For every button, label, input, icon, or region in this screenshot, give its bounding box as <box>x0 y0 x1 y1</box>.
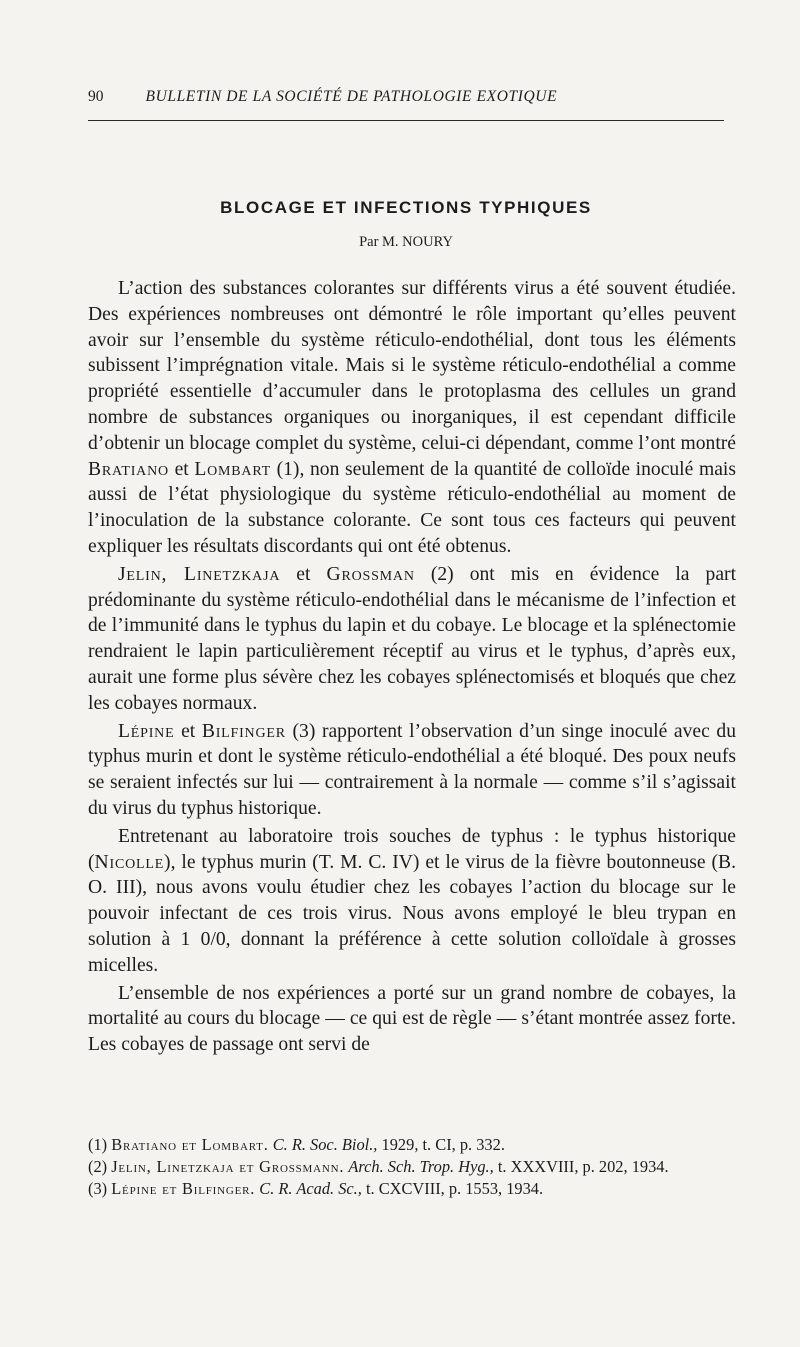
footnote-1: (1) Bratiano et Lombart. C. R. Soc. Biol., 1929, t. CI, p. 332. <box>88 1135 505 1154</box>
author-name: Lépine <box>118 720 175 742</box>
author-name: Lombart <box>194 458 271 480</box>
paragraph-3: Lépine et Bilfinger (3) rapportent l’observation d’un singe inoculé avec du typhus murin et dont le système réticulo-endothélial a été bloqué. Des poux neufs se seraient infectés sur lui — contrairement à la normale — comme s’il s’agissait du virus du typhus historique. <box>88 720 736 819</box>
footnote-2: (2) Jelin, Linetzkaja et Grossmann. Arch. Sch. Trop. Hyg., t. XXXVIII, p. 202, 1934. <box>88 1157 669 1176</box>
article-byline: Par M. NOURY <box>359 234 453 250</box>
journal-title: BULLETIN DE LA SOCIÉTÉ DE PATHOLOGIE EXOTIQUE <box>145 88 558 105</box>
paragraph-4: Entretenant au laboratoire trois souches de typhus : le typhus historique (Nicolle), le typhus murin (T. M. C. IV) et le virus de la fièvre boutonneuse (B. O. III), nous avons voulu étudier chez les cobayes l’action du blocage sur le pouvoir infectant de ces trois virus. Nous avons employé le bleu trypan en solution à 1 0/0, donnant la préférence à cette solution colloïdale à grosses micelles. <box>88 825 736 976</box>
footnote-3: (3) Lépine et Bilfinger. C. R. Acad. Sc., t. CXCVIII, p. 1553, 1934. <box>88 1179 544 1198</box>
author-name: Jelin, Linetzkaja <box>118 563 281 585</box>
paragraph-2: Jelin, Linetzkaja et Grossman (2) ont mis en évidence la part prédominante du système réticulo-endothélial dans le mécanisme de l’infection et de l’immunité dans le typhus du lapin et du cobaye. Le blocage et la splénectomie rendraient le lapin particulièrement réceptif au virus et le typhus, d’après eux, aurait une forme plus sévère chez les cobayes splénectomisés et bloqués que chez les cobayes normaux. <box>88 563 737 714</box>
author-name: Nicolle <box>94 851 165 873</box>
article-title: BLOCAGE ET INFECTIONS TYPHIQUES <box>220 198 592 217</box>
header-rule <box>88 120 724 121</box>
footnotes <box>88 1134 738 1200</box>
author-name: Grossman <box>326 563 415 585</box>
paragraph-5: L’ensemble de nos expériences a porté sur un grand nombre de cobayes, la mortalité au cours du blocage — ce qui est de règle — s’étant montrée assez forte. Les cobayes de passage ont servi de <box>88 982 736 1056</box>
author-name: Bratiano <box>88 458 169 480</box>
running-header <box>88 88 726 106</box>
page-number: 90 <box>88 88 104 105</box>
author-name: Bilfinger <box>201 720 286 742</box>
article-body <box>88 276 736 1060</box>
paragraph-1: L’action des substances colorantes sur différents virus a été souvent étudiée. Des expériences nombreuses ont démontré le rôle important qu’elles peuvent avoir sur l’ensemble du système réticulo-endothélial, dont tous les éléments subissent l’imprégnation vitale. Mais si le système réticulo-endothélial a comme propriété essentielle d’accumuler dans le protoplasma des cellules un grand nombre de substances organiques ou inorganiques, il est cependant difficile d’obtenir un blocage complet du système, celui-ci dépendant, comme l’ont montré Bratiano et Lombart (1), non seulement de la quantité de colloïde inoculé mais aussi de l’état physiologique du système réticulo-endothélial au moment de l’inoculation de la substance colorante. Ce sont tous ces facteurs qui peuvent expliquer les résultats discordants qui ont été obtenus. <box>88 278 736 557</box>
